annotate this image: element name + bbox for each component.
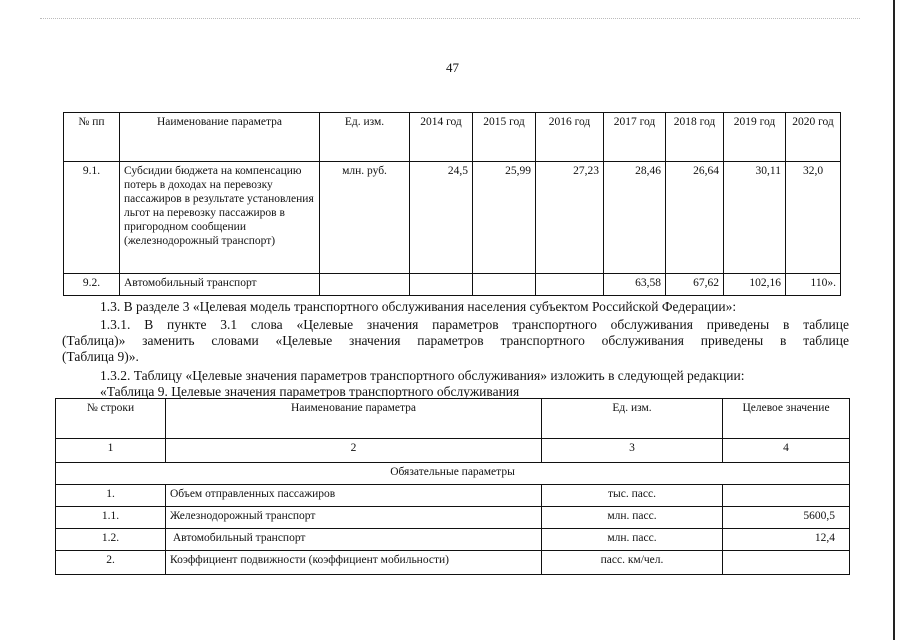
row-value: 12,4 — [723, 529, 850, 551]
header-cell: Целевое значение — [723, 399, 850, 439]
row-number: 1. — [56, 485, 166, 507]
header-cell: 2020 год — [786, 113, 841, 162]
row-value: 63,58 — [604, 274, 666, 296]
column-number: 3 — [542, 439, 723, 463]
row-number: 9.2. — [64, 274, 120, 296]
header-cell: Ед. изм. — [320, 113, 410, 162]
column-number: 2 — [166, 439, 542, 463]
paragraph-1-3-1-line1: 1.3.1. В пункте 3.1 слова «Целевые значения параметров транспортного обслуживания приведены в таблице — [100, 317, 849, 332]
header-cell: 2019 год — [724, 113, 786, 162]
scan-artifact-dots — [40, 18, 860, 19]
row-name: Субсидии бюджета на компенсацию потерь в доходах на перевозку пассажиров в результате установления льгот на перевозку пассажиров в пригородном сообщении (железнодорожный транспорт) — [120, 162, 320, 274]
row-number: 1.2. — [56, 529, 166, 551]
row-unit: млн. руб. — [320, 162, 410, 274]
row-unit: пасс. км/чел. — [542, 551, 723, 575]
table-header-row — [56, 399, 850, 439]
row-value: 24,5 — [410, 162, 473, 274]
section-row — [56, 463, 850, 485]
row-unit: тыс. пасс. — [542, 485, 723, 507]
row-value — [723, 485, 850, 507]
row-value: 110». — [786, 274, 841, 296]
parameters-table — [63, 112, 841, 296]
row-value — [536, 274, 604, 296]
header-cell: Наименование параметра — [166, 399, 542, 439]
row-name: Объем отправленных пассажиров — [166, 485, 542, 507]
page-number: 47 — [446, 60, 459, 75]
table-row — [56, 551, 850, 575]
column-number: 1 — [56, 439, 166, 463]
row-unit — [320, 274, 410, 296]
row-value: 27,23 — [536, 162, 604, 274]
row-value: 30,11 — [724, 162, 786, 274]
scan-edge-line — [893, 0, 895, 640]
row-value — [410, 274, 473, 296]
target-values-table — [55, 398, 850, 575]
row-number: 2. — [56, 551, 166, 575]
row-value: 102,16 — [724, 274, 786, 296]
row-unit: млн. пасс. — [542, 507, 723, 529]
header-cell: № пп — [64, 113, 120, 162]
row-number: 9.1. — [64, 162, 120, 274]
row-value — [723, 551, 850, 575]
row-value — [473, 274, 536, 296]
header-cell: 2015 год — [473, 113, 536, 162]
column-number: 4 — [723, 439, 850, 463]
row-value: 25,99 — [473, 162, 536, 274]
paragraph-1-3: 1.3. В разделе 3 «Целевая модель транспортного обслуживания населения субъектом Российской Федерации»: — [100, 299, 737, 314]
paragraph-1-3-1-line3: (Таблица 9)». — [62, 349, 139, 364]
row-number: 1.1. — [56, 507, 166, 529]
paragraph-1-3-1-line2: (Таблица)» заменить словами «Целевые значения параметров транспортного обслуживания приведены в таблице — [62, 333, 849, 348]
row-name: Автомобильный транспорт — [120, 274, 320, 296]
header-cell: 2018 год — [666, 113, 724, 162]
row-value: 26,64 — [666, 162, 724, 274]
header-cell: № строки — [56, 399, 166, 439]
row-name: Железнодорожный транспорт — [166, 507, 542, 529]
row-value: 5600,5 — [723, 507, 850, 529]
row-unit: млн. пасс. — [542, 529, 723, 551]
table-row — [64, 162, 841, 274]
table-row — [56, 529, 850, 551]
table-row — [56, 485, 850, 507]
paragraph-1-3-2: 1.3.2. Таблицу «Целевые значения параметров транспортного обслуживания» изложить в следующей редакции: — [100, 368, 745, 383]
row-value: 32,0 — [786, 162, 841, 274]
header-cell: Ед. изм. — [542, 399, 723, 439]
header-cell: 2017 год — [604, 113, 666, 162]
table9-caption: «Таблица 9. Целевые значения параметров транспортного обслуживания — [100, 384, 520, 399]
header-cell: 2016 год — [536, 113, 604, 162]
table-row — [56, 507, 850, 529]
table-row — [64, 274, 841, 296]
table-header-row — [64, 113, 841, 162]
section-title: Обязательные параметры — [56, 463, 850, 485]
row-value: 28,46 — [604, 162, 666, 274]
header-cell: Наименование параметра — [120, 113, 320, 162]
header-cell: 2014 год — [410, 113, 473, 162]
row-value: 67,62 — [666, 274, 724, 296]
row-name: Автомобильный транспорт — [166, 529, 542, 551]
row-name: Коэффициент подвижности (коэффициент мобильности) — [166, 551, 542, 575]
column-number-row — [56, 439, 850, 463]
